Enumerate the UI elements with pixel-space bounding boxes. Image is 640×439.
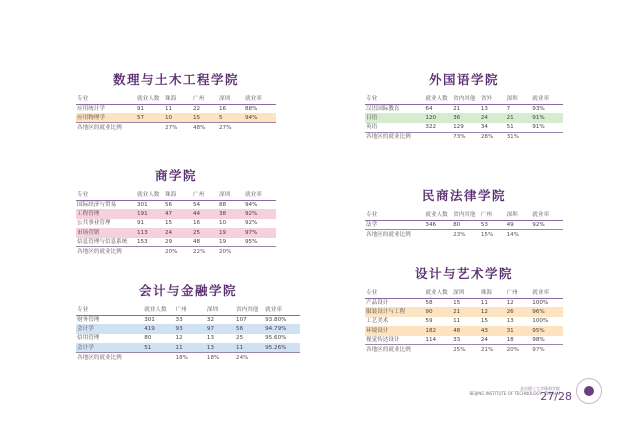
employment-table	[365, 210, 563, 239]
table-row	[76, 334, 300, 343]
table-header-row	[365, 210, 563, 220]
school-block-business	[76, 166, 276, 257]
cell-label: 各地区的就业比例	[76, 353, 143, 363]
cell-value: 珠海	[164, 190, 192, 200]
cell-value: 20%	[164, 247, 192, 257]
table-row	[365, 298, 563, 307]
cell-value: 153	[137, 239, 148, 245]
cell-value: 16	[193, 220, 201, 227]
cell-value: 就业人数	[136, 190, 164, 200]
cell-value: 93.80%	[265, 316, 287, 323]
cell-value: 深圳	[506, 210, 532, 220]
cell-label: 工程管理	[76, 209, 136, 218]
cell-value: 21	[453, 105, 461, 112]
cell-label: 工艺美术	[366, 318, 389, 325]
cell-value: 129	[453, 124, 464, 131]
cell-label: 各地区的就业比例	[365, 345, 424, 355]
cell-label: 应用物理学	[76, 113, 136, 122]
school-title: 数理与土木工程学院	[112, 72, 239, 87]
cell-value: 15	[480, 318, 488, 325]
cell-label: 产品设计	[366, 299, 389, 306]
cell-value: 13	[206, 343, 235, 352]
table-summary-row	[365, 132, 563, 142]
cell-value: 10	[164, 113, 192, 122]
cell-value: 就业率	[244, 94, 276, 104]
table-row	[76, 324, 300, 333]
cell-value: 56	[235, 324, 264, 333]
cell-value: 23%	[452, 229, 480, 239]
school-title: 民商法律学院	[421, 188, 506, 203]
cell-value: 98%	[532, 337, 545, 343]
table-summary-row	[365, 345, 563, 355]
cell-value: 广州	[175, 305, 206, 315]
cell-value: 96%	[531, 307, 563, 316]
cell-value: 24	[480, 113, 506, 122]
cell-value: 就业人数	[424, 210, 452, 220]
table-row	[365, 104, 563, 113]
table-row	[76, 200, 276, 209]
cell-value: 49	[506, 221, 514, 228]
cell-value: 珠海	[480, 288, 506, 298]
cell-value: 省内其他	[235, 305, 264, 315]
cell-value: 22%	[192, 247, 218, 257]
cell-value: 11	[453, 318, 461, 325]
school-title: 商学院	[154, 168, 197, 183]
cell-value: 13	[480, 105, 488, 112]
page-number: 27/28	[540, 390, 572, 403]
table-row	[365, 307, 563, 316]
cell-value: 就业率	[264, 305, 300, 315]
cell-value: 38	[218, 209, 244, 218]
employment-table	[76, 94, 276, 133]
table-header-row	[365, 94, 563, 104]
cell-value: 就业率	[244, 190, 276, 200]
cell-value: 12	[480, 307, 506, 316]
cell-value: 深圳	[452, 288, 480, 298]
cell-value: 419	[143, 324, 174, 333]
table-summary-row	[76, 247, 276, 257]
cell-value: 深圳	[506, 94, 532, 104]
cell-label: 各地区的就业比例	[76, 123, 136, 133]
table-row	[76, 113, 276, 122]
cell-value: 12	[506, 299, 514, 306]
table-row	[365, 123, 563, 132]
cell-value: 19	[218, 228, 244, 237]
cell-value: 深圳	[206, 305, 235, 315]
cell-value: 就业率	[531, 94, 563, 104]
cell-value	[136, 123, 164, 133]
cell-value: 95.60%	[265, 335, 287, 342]
cell-value: 就业人数	[136, 94, 164, 104]
cell-value: 省内其他	[452, 94, 480, 104]
cell-value: 64	[425, 105, 433, 112]
cell-value: 20%	[218, 247, 244, 257]
cell-label: 环境设计	[365, 326, 424, 335]
school-title: 设计与艺术学院	[414, 266, 513, 281]
cell-value: 24	[480, 337, 488, 343]
cell-value: 36	[452, 113, 480, 122]
employment-table	[365, 288, 563, 355]
cell-value	[424, 229, 452, 239]
table-summary-row	[365, 229, 563, 239]
cell-value	[244, 123, 276, 133]
footer-institution-en: BEIJING INSTITUTE OF TECHNOLOGY, ZHUHAI	[469, 391, 560, 396]
cell-value: 57	[136, 113, 164, 122]
cell-value: 88	[219, 201, 227, 208]
table-header-row	[76, 94, 276, 104]
cell-label: 英语	[366, 124, 378, 131]
cell-value: 44	[192, 209, 218, 218]
cell-value: 100%	[532, 299, 549, 306]
cell-value: 90	[424, 307, 452, 316]
cell-value: 97%	[244, 228, 276, 237]
cell-label: 各地区的就业比例	[365, 132, 424, 142]
cell-label: 日语	[365, 113, 424, 122]
cell-value: 21	[452, 307, 480, 316]
table-row	[365, 317, 563, 326]
cell-value: 广州	[506, 288, 532, 298]
cell-value: 91%	[532, 124, 545, 131]
cell-value: 93%	[532, 105, 545, 112]
cell-value: 15	[453, 299, 461, 306]
table-row	[365, 113, 563, 122]
table-header-row	[76, 305, 300, 315]
table-row	[76, 219, 276, 228]
table-header-row	[76, 190, 276, 200]
cell-value: 省外	[480, 94, 506, 104]
cell-value: 48	[452, 326, 480, 335]
cell-label: 法学	[366, 221, 378, 228]
cell-value: 95.26%	[264, 343, 300, 352]
cell-value: 20%	[506, 345, 532, 355]
cell-value: 11	[235, 343, 264, 352]
cell-value: 深圳	[218, 94, 244, 104]
cell-value: 29	[165, 239, 173, 245]
cell-value: 91	[137, 105, 145, 112]
employment-table	[76, 190, 276, 257]
cell-value: 就业率	[531, 210, 563, 220]
cell-value: 94.79%	[264, 324, 300, 333]
school-block-math	[76, 70, 276, 133]
cell-value	[424, 132, 452, 142]
cell-label: 会计学	[76, 343, 143, 352]
cell-value: 100%	[532, 318, 549, 325]
cell-value: 47	[164, 209, 192, 218]
cell-value: 114	[425, 337, 437, 343]
cell-label: 国际经济与贸易	[77, 201, 117, 208]
cell-label: 视觉传达设计	[366, 337, 400, 343]
cell-value	[531, 229, 563, 239]
cell-value: 322	[425, 124, 437, 131]
cell-value: 91%	[531, 113, 563, 122]
cell-value: 24%	[235, 353, 264, 363]
cell-value: 28%	[480, 132, 506, 142]
cell-value: 48%	[192, 123, 218, 133]
table-row	[76, 209, 276, 218]
cell-label: 服装设计与工程	[365, 307, 424, 316]
decorative-dot-icon	[584, 386, 594, 396]
cell-value: 54	[193, 201, 201, 208]
school-block-accounting	[76, 281, 300, 363]
cell-value: 27%	[164, 123, 192, 133]
cell-value: 95%	[245, 239, 258, 245]
cell-value: 94%	[245, 201, 258, 208]
cell-label: 专业	[365, 94, 424, 104]
cell-value: 31%	[506, 132, 532, 142]
table-row	[76, 343, 300, 352]
cell-value: 11	[165, 105, 173, 112]
cell-value: 97	[206, 324, 235, 333]
cell-value: 80	[453, 221, 461, 228]
cell-value: 18	[506, 337, 514, 343]
page-footer	[469, 384, 602, 414]
cell-value: 43	[480, 326, 506, 335]
cell-value: 13	[506, 318, 514, 325]
cell-value: 广州	[192, 94, 218, 104]
cell-value: 93	[175, 324, 206, 333]
cell-value	[531, 132, 563, 142]
footer-institution-cn: 北京理工大学珠海学院	[520, 386, 560, 391]
cell-value: 113	[136, 228, 164, 237]
cell-value: 15	[192, 113, 218, 122]
cell-value: 88%	[245, 105, 258, 112]
cell-value: 25	[236, 335, 244, 342]
cell-value: 24	[164, 228, 192, 237]
cell-label: 汉语国际教育	[366, 105, 400, 112]
cell-value	[143, 353, 174, 363]
cell-value: 301	[144, 316, 155, 323]
school-block-law	[365, 186, 563, 239]
cell-value: 51	[506, 124, 514, 131]
employment-table	[365, 94, 563, 142]
school-title: 外国语学院	[428, 72, 499, 87]
cell-value: 21	[506, 113, 532, 122]
cell-value: 346	[425, 221, 437, 228]
cell-value: 107	[236, 316, 247, 323]
cell-value: 深圳	[218, 190, 244, 200]
table-row	[365, 336, 563, 345]
cell-value: 15	[165, 220, 173, 227]
cell-label: 各地区的就业比例	[76, 247, 136, 257]
cell-value: 31	[506, 326, 532, 335]
cell-value: 25%	[452, 345, 480, 355]
cell-value: 53	[480, 221, 488, 228]
cell-value: 7	[506, 105, 511, 112]
cell-value: 95%	[531, 326, 563, 335]
cell-value	[424, 345, 452, 355]
cell-value: 21%	[480, 345, 506, 355]
cell-value: 97%	[531, 345, 563, 355]
cell-value: 11	[480, 299, 488, 306]
cell-label: 信用管理	[77, 335, 100, 342]
cell-value: 就业人数	[143, 305, 174, 315]
cell-value: 59	[425, 318, 433, 325]
cell-label: 专业	[365, 210, 424, 220]
school-block-foreign	[365, 70, 563, 142]
school-block-design	[365, 264, 563, 355]
cell-value: 16	[219, 105, 227, 112]
cell-label: 会计学	[76, 324, 143, 333]
cell-value: 34	[480, 124, 488, 131]
cell-label: 专业	[76, 94, 136, 104]
cell-label: 市场营销	[76, 228, 136, 237]
cell-label: 专业	[76, 190, 136, 200]
cell-label: 专业	[365, 288, 424, 298]
cell-label: 应用统计学	[77, 105, 105, 112]
cell-value: 25	[192, 228, 218, 237]
cell-value: 5	[218, 113, 244, 122]
cell-value: 22	[193, 105, 201, 112]
table-row	[76, 315, 300, 324]
cell-value: 92%	[245, 220, 258, 227]
cell-value: 94%	[244, 113, 276, 122]
table-header-row	[365, 288, 563, 298]
cell-value: 27%	[218, 123, 244, 133]
cell-value: 91	[137, 220, 145, 227]
cell-value	[264, 353, 300, 363]
cell-value: 就业率	[531, 288, 563, 298]
table-row	[76, 238, 276, 247]
cell-value: 就业人数	[424, 94, 452, 104]
cell-value: 33	[453, 337, 461, 343]
cell-label: 专业	[76, 305, 143, 315]
cell-value: 301	[137, 201, 148, 208]
cell-value: 92%	[244, 209, 276, 218]
cell-value: 11	[175, 343, 206, 352]
table-row	[365, 220, 563, 229]
cell-value: 广州	[192, 190, 218, 200]
cell-value: 182	[424, 326, 452, 335]
cell-value: 51	[143, 343, 174, 352]
cell-value	[244, 247, 276, 257]
cell-value: 92%	[532, 221, 545, 228]
employment-table	[76, 305, 300, 363]
cell-value: 18%	[175, 353, 206, 363]
cell-value: 12	[175, 335, 183, 342]
cell-value: 73%	[452, 132, 480, 142]
table-row	[76, 228, 276, 237]
cell-value: 珠海	[164, 94, 192, 104]
cell-value: 13	[206, 335, 215, 342]
table-summary-row	[76, 123, 276, 133]
cell-label: 公共事业管理	[77, 220, 111, 227]
cell-label: 信息管理与信息系统	[77, 239, 128, 245]
cell-value: 191	[136, 209, 164, 218]
cell-label: 财务管理	[77, 316, 100, 323]
cell-value: 就业人数	[424, 288, 452, 298]
school-title: 会计与金融学院	[138, 283, 237, 298]
cell-value: 32	[206, 316, 215, 323]
cell-value: 省内其他	[452, 210, 480, 220]
cell-value: 48	[193, 239, 201, 245]
cell-value: 80	[144, 335, 152, 342]
cell-value: 120	[424, 113, 452, 122]
cell-value	[136, 247, 164, 257]
table-summary-row	[76, 353, 300, 363]
cell-value: 14%	[506, 229, 532, 239]
cell-value: 26	[506, 307, 532, 316]
table-row	[76, 104, 276, 113]
cell-value: 15%	[480, 229, 506, 239]
cell-value: 10	[219, 220, 227, 227]
table-row	[365, 326, 563, 335]
cell-value: 18%	[206, 353, 235, 363]
cell-value: 56	[165, 201, 173, 208]
cell-value: 33	[175, 316, 183, 323]
cell-value: 58	[425, 299, 433, 306]
cell-label: 各地区的就业比例	[365, 229, 424, 239]
cell-value: 广州	[480, 210, 506, 220]
cell-value: 19	[219, 239, 227, 245]
